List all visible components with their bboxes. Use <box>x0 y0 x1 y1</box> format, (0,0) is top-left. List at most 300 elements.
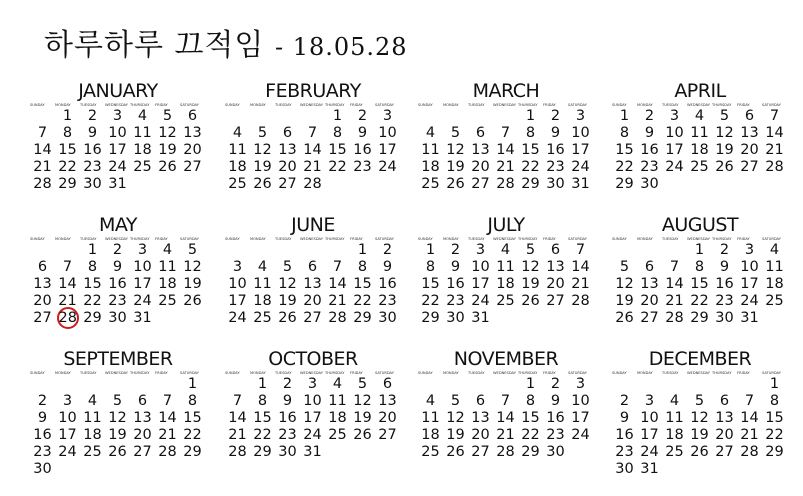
day-cell: 30 <box>615 461 634 477</box>
month-name: JANUARY <box>78 80 158 102</box>
day-cell: 23 <box>278 427 297 443</box>
day-cell: 19 <box>715 142 734 158</box>
day-cell: 13 <box>715 410 734 426</box>
month-december <box>612 348 788 477</box>
day-cell: 6 <box>475 393 486 409</box>
day-cell: 21 <box>665 293 684 309</box>
weekday-label: TUESDAY <box>468 371 485 375</box>
weekday-label: FRIDAY <box>350 237 363 241</box>
day-cell: 19 <box>353 410 372 426</box>
day-cell: 27 <box>640 310 659 326</box>
weekday-label: FRIDAY <box>543 237 556 241</box>
day-cell: 10 <box>58 410 77 426</box>
month-february <box>225 80 401 200</box>
day-cell: 11 <box>496 259 515 275</box>
day-cell: 25 <box>690 159 709 175</box>
weekday-label: TUESDAY <box>80 371 97 375</box>
day-cell: 11 <box>421 142 440 158</box>
day-cell: 1 <box>187 376 198 392</box>
day-cell: 12 <box>108 410 127 426</box>
weekday-label: MONDAY <box>637 103 653 107</box>
empty-cell <box>225 242 250 259</box>
day-cell: 28 <box>328 310 347 326</box>
month-november <box>418 348 594 468</box>
day-cell: 3 <box>575 376 586 392</box>
day-cell: 21 <box>58 293 77 309</box>
day-cell: 10 <box>640 410 659 426</box>
day-cell: 15 <box>421 276 440 292</box>
day-cell: 16 <box>615 427 634 443</box>
day-cell: 17 <box>58 427 77 443</box>
day-cell: 5 <box>694 393 705 409</box>
day-cell: 1 <box>525 108 536 124</box>
day-cell: 23 <box>108 293 127 309</box>
empty-cell <box>105 376 130 393</box>
day-cell: 27 <box>715 444 734 460</box>
day-cell: 4 <box>137 108 148 124</box>
empty-cell <box>662 376 687 393</box>
weekday-header <box>418 103 594 107</box>
empty-cell <box>300 242 325 259</box>
day-cell: 19 <box>183 276 202 292</box>
month-name: SEPTEMBER <box>63 348 173 370</box>
weekday-label: THURSDAY <box>712 103 732 107</box>
day-cell: 3 <box>232 259 243 275</box>
day-cell: 16 <box>83 142 102 158</box>
day-cell: 1 <box>87 242 98 258</box>
day-cell: 5 <box>282 259 293 275</box>
day-cell: 23 <box>378 293 397 309</box>
day-cell: 7 <box>62 259 73 275</box>
month-name: APRIL <box>674 80 726 102</box>
day-cell: 20 <box>715 427 734 443</box>
weekday-label: SUNDAY <box>30 237 45 241</box>
day-cell: 17 <box>303 410 322 426</box>
day-cell: 1 <box>525 376 536 392</box>
weekday-label: SUNDAY <box>418 103 433 107</box>
day-cell: 29 <box>83 310 102 326</box>
weekday-header <box>30 371 206 375</box>
day-cell: 3 <box>307 376 318 392</box>
day-cell: 19 <box>108 427 127 443</box>
day-cell: 6 <box>744 108 755 124</box>
empty-cell <box>687 376 712 393</box>
month-name: OCTOBER <box>268 348 358 370</box>
weekday-header <box>225 371 401 375</box>
day-cell: 19 <box>615 293 634 309</box>
weekday-label: TUESDAY <box>662 103 679 107</box>
day-cell: 4 <box>257 259 268 275</box>
day-cell: 18 <box>690 142 709 158</box>
day-cell: 11 <box>765 259 784 275</box>
day-cell: 14 <box>228 410 247 426</box>
weekday-header <box>612 103 788 107</box>
month-name: MARCH <box>472 80 540 102</box>
month-name: NOVEMBER <box>453 348 559 370</box>
weekday-label: SATURDAY <box>180 371 199 375</box>
day-cell: 18 <box>253 293 272 309</box>
day-cell: 6 <box>644 259 655 275</box>
day-cell: 15 <box>615 142 634 158</box>
day-cell: 22 <box>58 159 77 175</box>
day-cell: 9 <box>357 125 368 141</box>
day-cell: 30 <box>715 310 734 326</box>
day-grid <box>225 242 400 327</box>
weekday-label: WEDNESDAY <box>300 371 323 375</box>
day-cell: 2 <box>619 393 630 409</box>
day-cell: 2 <box>644 108 655 124</box>
day-cell: 6 <box>187 108 198 124</box>
day-cell: 23 <box>353 159 372 175</box>
marked-day-circle: 28 <box>57 307 79 329</box>
day-cell: 20 <box>546 276 565 292</box>
weekday-label: THURSDAY <box>518 371 538 375</box>
day-cell: 16 <box>378 276 397 292</box>
day-cell: 22 <box>521 427 540 443</box>
day-grid <box>225 376 400 461</box>
day-cell: 22 <box>690 293 709 309</box>
day-cell: 24 <box>58 444 77 460</box>
day-cell: 11 <box>253 276 272 292</box>
day-cell: 30 <box>278 444 297 460</box>
day-cell: 13 <box>278 142 297 158</box>
weekday-label: SUNDAY <box>225 371 240 375</box>
day-cell: 11 <box>328 393 347 409</box>
day-cell: 10 <box>303 393 322 409</box>
weekday-label: WEDNESDAY <box>300 237 323 241</box>
weekday-label: TUESDAY <box>275 371 292 375</box>
month-name: FEBRUARY <box>265 80 361 102</box>
month-june <box>225 214 401 334</box>
day-cell: 9 <box>550 125 561 141</box>
weekday-label: MONDAY <box>55 371 71 375</box>
weekday-label: SATURDAY <box>762 237 781 241</box>
day-cell: 10 <box>133 259 152 275</box>
day-cell: 16 <box>278 410 297 426</box>
day-cell: 5 <box>257 125 268 141</box>
weekday-label: THURSDAY <box>130 103 150 107</box>
day-cell: 27 <box>546 293 565 309</box>
day-cell: 4 <box>425 393 436 409</box>
day-cell: 11 <box>421 410 440 426</box>
weekday-label: WEDNESDAY <box>687 237 710 241</box>
empty-cell <box>443 376 468 393</box>
weekday-header <box>30 103 206 107</box>
day-cell: 5 <box>112 393 123 409</box>
day-cell: 2 <box>87 108 98 124</box>
weekday-label: SATURDAY <box>375 103 394 107</box>
day-cell: 9 <box>619 410 630 426</box>
day-cell: 10 <box>471 259 490 275</box>
day-cell: 14 <box>496 142 515 158</box>
day-cell: 26 <box>183 293 202 309</box>
day-cell: 6 <box>382 376 393 392</box>
weekday-label: WEDNESDAY <box>687 103 710 107</box>
day-cell: 20 <box>278 159 297 175</box>
day-cell: 1 <box>425 242 436 258</box>
day-cell: 4 <box>425 125 436 141</box>
day-cell: 5 <box>619 259 630 275</box>
day-cell: 14 <box>765 125 784 141</box>
empty-cell <box>300 108 325 125</box>
day-cell: 22 <box>328 159 347 175</box>
day-cell: 22 <box>765 427 784 443</box>
day-cell: 25 <box>665 444 684 460</box>
day-cell: 8 <box>332 125 343 141</box>
day-cell: 26 <box>690 444 709 460</box>
day-cell: 8 <box>525 125 536 141</box>
day-cell: 8 <box>525 393 536 409</box>
day-cell: 7 <box>232 393 243 409</box>
day-cell: 21 <box>228 427 247 443</box>
day-cell: 6 <box>137 393 148 409</box>
day-cell: 2 <box>550 108 561 124</box>
day-cell: 31 <box>108 176 127 192</box>
weekday-label: WEDNESDAY <box>493 237 516 241</box>
weekday-header <box>612 371 788 375</box>
day-cell: 4 <box>332 376 343 392</box>
empty-cell <box>493 108 518 125</box>
day-cell: 29 <box>521 444 540 460</box>
weekday-label: TUESDAY <box>80 103 97 107</box>
day-cell: 21 <box>328 293 347 309</box>
weekday-header <box>225 237 401 241</box>
day-cell: 9 <box>450 259 461 275</box>
empty-cell <box>55 376 80 393</box>
day-cell: 13 <box>546 259 565 275</box>
day-cell: 27 <box>471 444 490 460</box>
weekday-label: THURSDAY <box>712 237 732 241</box>
day-cell: 29 <box>690 310 709 326</box>
month-april <box>612 80 788 200</box>
month-may <box>30 214 206 334</box>
weekday-label: SUNDAY <box>612 371 627 375</box>
day-cell: 1 <box>357 242 368 258</box>
day-cell: 21 <box>158 427 177 443</box>
day-cell: 20 <box>183 142 202 158</box>
day-cell: 24 <box>108 159 127 175</box>
day-cell: 21 <box>496 159 515 175</box>
day-cell: 18 <box>328 410 347 426</box>
day-cell: 11 <box>665 410 684 426</box>
day-cell: 21 <box>496 427 515 443</box>
empty-cell <box>250 108 275 125</box>
day-cell: 2 <box>550 376 561 392</box>
day-grid <box>418 242 593 327</box>
weekday-label: WEDNESDAY <box>493 103 516 107</box>
day-cell: 18 <box>133 142 152 158</box>
day-cell: 2 <box>719 242 730 258</box>
day-cell: 9 <box>282 393 293 409</box>
day-cell: 11 <box>158 259 177 275</box>
day-cell: 23 <box>446 293 465 309</box>
day-cell: 24 <box>665 159 684 175</box>
day-cell: 14 <box>58 276 77 292</box>
title-date: - 18.05.28 <box>274 33 408 61</box>
day-cell: 12 <box>521 259 540 275</box>
day-cell: 6 <box>282 125 293 141</box>
day-cell: 10 <box>108 125 127 141</box>
day-cell: 29 <box>521 176 540 192</box>
day-cell: 8 <box>694 259 705 275</box>
day-cell: 7 <box>669 259 680 275</box>
day-cell: 28 <box>496 444 515 460</box>
day-cell: 22 <box>421 293 440 309</box>
day-cell: 10 <box>378 125 397 141</box>
day-cell: 18 <box>765 276 784 292</box>
empty-cell <box>225 108 250 125</box>
day-cell: 5 <box>525 242 536 258</box>
day-cell: 15 <box>521 142 540 158</box>
day-cell: 27 <box>471 176 490 192</box>
day-cell: 27 <box>278 176 297 192</box>
day-cell: 16 <box>446 276 465 292</box>
day-cell: 25 <box>496 293 515 309</box>
day-cell: 12 <box>446 142 465 158</box>
day-cell: 2 <box>382 242 393 258</box>
day-cell: 22 <box>615 159 634 175</box>
weekday-label: SUNDAY <box>30 103 45 107</box>
empty-cell <box>612 242 637 259</box>
day-cell: 27 <box>33 310 52 326</box>
day-cell: 29 <box>765 444 784 460</box>
day-cell: 12 <box>715 125 734 141</box>
day-cell: 7 <box>307 125 318 141</box>
day-cell: 14 <box>158 410 177 426</box>
day-cell: 12 <box>253 142 272 158</box>
day-grid <box>418 376 593 461</box>
weekday-header <box>30 237 206 241</box>
weekday-label: THURSDAY <box>518 237 538 241</box>
day-cell: 3 <box>475 242 486 258</box>
day-cell: 12 <box>615 276 634 292</box>
day-cell: 21 <box>571 276 590 292</box>
day-cell: 4 <box>162 242 173 258</box>
day-cell: 25 <box>421 176 440 192</box>
weekday-label: SATURDAY <box>180 103 199 107</box>
day-cell: 24 <box>471 293 490 309</box>
weekday-label: TUESDAY <box>468 103 485 107</box>
day-cell: 25 <box>228 176 247 192</box>
day-cell: 4 <box>232 125 243 141</box>
day-cell: 7 <box>744 393 755 409</box>
day-cell: 26 <box>253 176 272 192</box>
day-cell: 5 <box>719 108 730 124</box>
day-cell: 22 <box>183 427 202 443</box>
day-cell: 2 <box>37 393 48 409</box>
day-cell: 28 <box>665 310 684 326</box>
day-cell: 28 <box>740 444 759 460</box>
day-cell: 14 <box>496 410 515 426</box>
weekday-label: WEDNESDAY <box>687 371 710 375</box>
day-cell: 20 <box>640 293 659 309</box>
day-cell: 5 <box>450 393 461 409</box>
day-cell: 11 <box>83 410 102 426</box>
day-cell: 12 <box>353 393 372 409</box>
weekday-label: MONDAY <box>443 237 459 241</box>
day-cell: 27 <box>378 427 397 443</box>
empty-cell <box>30 242 55 259</box>
day-cell: 24 <box>228 310 247 326</box>
month-name: JUNE <box>291 214 335 236</box>
day-cell: 21 <box>33 159 52 175</box>
weekday-header <box>418 237 594 241</box>
day-cell: 25 <box>421 444 440 460</box>
day-cell: 9 <box>37 410 48 426</box>
month-october <box>225 348 401 468</box>
day-cell: 14 <box>665 276 684 292</box>
day-cell: 22 <box>83 293 102 309</box>
day-cell: 7 <box>500 125 511 141</box>
day-cell: 16 <box>546 142 565 158</box>
day-cell: 3 <box>112 108 123 124</box>
month-july <box>418 214 594 334</box>
day-cell: 11 <box>133 125 152 141</box>
day-cell: 20 <box>303 293 322 309</box>
day-cell: 30 <box>640 176 659 192</box>
weekday-label: SUNDAY <box>418 237 433 241</box>
empty-cell <box>418 108 443 125</box>
weekday-label: SATURDAY <box>762 103 781 107</box>
day-cell: 2 <box>450 242 461 258</box>
weekday-label: MONDAY <box>250 371 266 375</box>
day-cell: 5 <box>357 376 368 392</box>
day-cell: 30 <box>378 310 397 326</box>
day-cell: 20 <box>740 142 759 158</box>
day-cell: 20 <box>471 159 490 175</box>
day-cell: 3 <box>669 108 680 124</box>
day-cell: 1 <box>257 376 268 392</box>
weekday-label: FRIDAY <box>155 103 168 107</box>
empty-cell <box>493 376 518 393</box>
day-cell: 7 <box>332 259 343 275</box>
day-cell: 24 <box>571 427 590 443</box>
day-grid <box>30 242 205 327</box>
weekday-label: SUNDAY <box>418 371 433 375</box>
empty-cell <box>612 376 637 393</box>
day-cell: 19 <box>278 293 297 309</box>
month-name: JULY <box>487 214 525 236</box>
empty-cell <box>325 242 350 259</box>
weekday-label: SATURDAY <box>568 237 587 241</box>
day-cell: 30 <box>33 461 52 477</box>
day-cell: 3 <box>744 242 755 258</box>
day-cell: 28 <box>571 293 590 309</box>
day-cell: 13 <box>183 125 202 141</box>
day-grid <box>225 108 400 193</box>
day-cell: 15 <box>83 276 102 292</box>
day-cell: 14 <box>328 276 347 292</box>
day-cell: 17 <box>133 276 152 292</box>
day-cell: 5 <box>187 242 198 258</box>
day-cell: 19 <box>253 159 272 175</box>
empty-cell <box>155 376 180 393</box>
day-cell: 4 <box>669 393 680 409</box>
day-cell: 9 <box>87 125 98 141</box>
month-march <box>418 80 594 200</box>
day-cell: 9 <box>550 393 561 409</box>
day-cell: 25 <box>158 293 177 309</box>
day-cell: 29 <box>253 444 272 460</box>
day-cell: 1 <box>62 108 73 124</box>
empty-cell <box>225 376 250 393</box>
page-title <box>44 20 408 64</box>
empty-cell <box>55 242 80 259</box>
day-cell: 11 <box>690 125 709 141</box>
day-cell: 1 <box>694 242 705 258</box>
day-cell: 9 <box>112 259 123 275</box>
day-cell: 25 <box>253 310 272 326</box>
